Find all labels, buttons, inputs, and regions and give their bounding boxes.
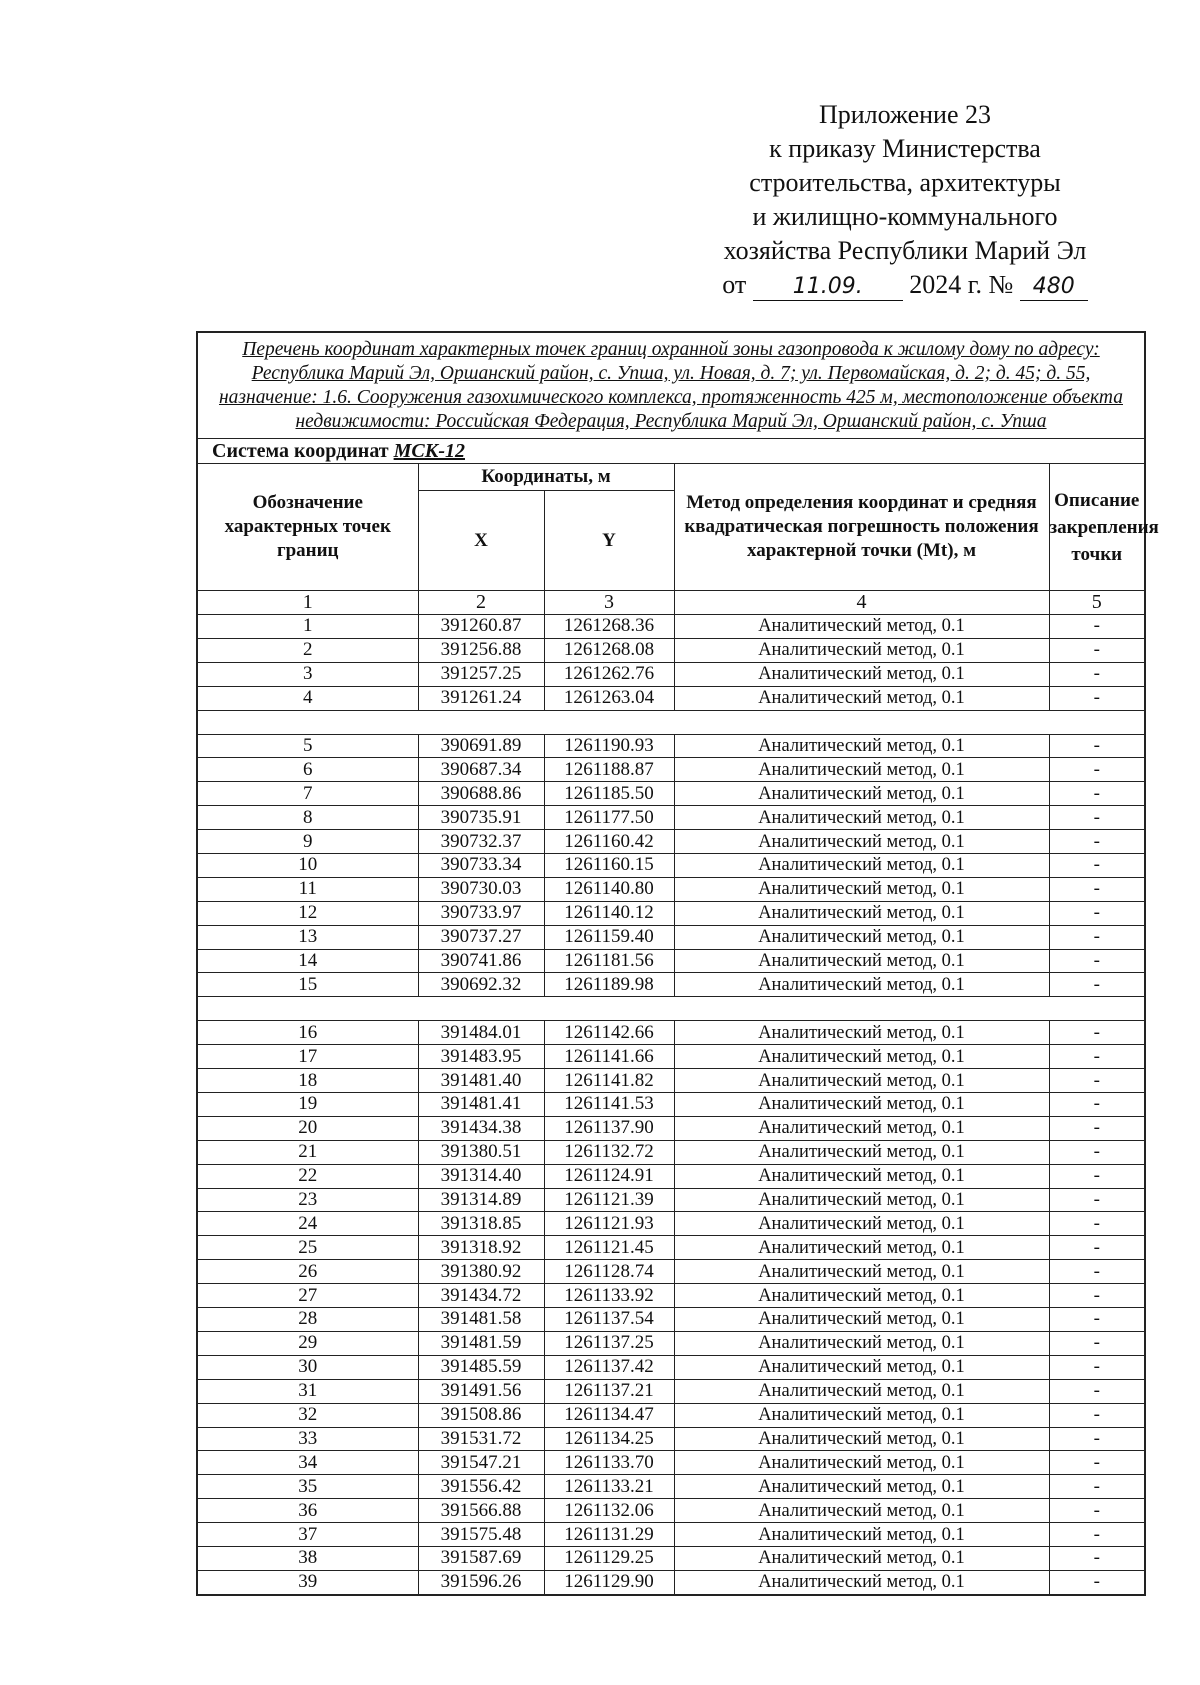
point-number: 20 [197,1116,418,1140]
table-row [197,1093,1145,1117]
method: Аналитический метод, 0.1 [674,949,1049,973]
coord-x: 391483.95 [418,1045,544,1069]
point-number: 37 [197,1523,418,1547]
separator-cell [197,997,1145,1021]
table-row [197,854,1145,878]
description: - [1049,1116,1145,1140]
method: Аналитический метод, 0.1 [674,1403,1049,1427]
coord-x: 390737.27 [418,925,544,949]
table-row [197,1021,1145,1045]
coordinates-table [196,331,1159,1596]
coord-x: 391547.21 [418,1451,544,1475]
description: - [1049,806,1145,830]
column-numbers-row [197,591,1145,615]
point-number: 6 [197,758,418,782]
table-row [197,1284,1145,1308]
table-row [197,1331,1145,1355]
coord-x: 391566.88 [418,1499,544,1523]
coord-y: 1261132.72 [544,1140,674,1164]
coord-y: 1261137.42 [544,1355,674,1379]
point-number: 35 [197,1475,418,1499]
description: - [1049,1212,1145,1236]
coord-y: 1261132.06 [544,1499,674,1523]
method: Аналитический метод, 0.1 [674,1355,1049,1379]
table-row [197,1403,1145,1427]
coord-x: 390733.97 [418,901,544,925]
description: - [1049,1308,1145,1332]
order-number: 480 [1020,274,1088,301]
description: - [1049,1236,1145,1260]
coord-y: 1261140.12 [544,901,674,925]
coord-x: 391556.42 [418,1475,544,1499]
method: Аналитический метод, 0.1 [674,1379,1049,1403]
description: - [1049,1331,1145,1355]
coord-x: 391261.24 [418,686,544,710]
header-description: Описание закрепления точки [1049,464,1145,591]
coord-x: 391256.88 [418,638,544,662]
coord-y: 1261134.25 [544,1427,674,1451]
method: Аналитический метод, 0.1 [674,1188,1049,1212]
point-number: 34 [197,1451,418,1475]
coord-y: 1261177.50 [544,806,674,830]
method: Аналитический метод, 0.1 [674,1475,1049,1499]
point-number: 11 [197,877,418,901]
table-row [197,1523,1145,1547]
method: Аналитический метод, 0.1 [674,830,1049,854]
point-number: 7 [197,782,418,806]
method: Аналитический метод, 0.1 [674,1021,1049,1045]
table-row [197,1379,1145,1403]
description: - [1049,638,1145,662]
header-line-housing: и жилищно-коммунального [752,202,1058,231]
point-number: 1 [197,615,418,639]
header-line-order: к приказу Министерства [769,134,1041,163]
method: Аналитический метод, 0.1 [674,1116,1049,1140]
coord-x: 391260.87 [418,615,544,639]
coord-x: 391257.25 [418,662,544,686]
method: Аналитический метод, 0.1 [674,1499,1049,1523]
point-number: 5 [197,734,418,758]
description: - [1049,1523,1145,1547]
coord-y: 1261141.53 [544,1093,674,1117]
table-row [197,686,1145,710]
coord-y: 1261160.42 [544,830,674,854]
header-line-ministry: строительства, архитектуры [749,168,1061,197]
description: - [1049,782,1145,806]
table-row [197,1045,1145,1069]
table-row [197,1212,1145,1236]
coord-x: 390688.86 [418,782,544,806]
coord-x: 391318.85 [418,1212,544,1236]
coord-y: 1261142.66 [544,1021,674,1045]
description: - [1049,877,1145,901]
method: Аналитический метод, 0.1 [674,925,1049,949]
description: - [1049,1403,1145,1427]
coord-x: 391491.56 [418,1379,544,1403]
coord-x: 391318.92 [418,1236,544,1260]
coord-y: 1261159.40 [544,925,674,949]
point-number: 18 [197,1069,418,1093]
description: - [1049,758,1145,782]
description: - [1049,1021,1145,1045]
coordinate-system-label: Система координат [212,439,389,462]
description: - [1049,615,1145,639]
point-number: 3 [197,662,418,686]
method: Аналитический метод, 0.1 [674,1140,1049,1164]
table-row [197,901,1145,925]
description: - [1049,830,1145,854]
coord-y: 1261121.39 [544,1188,674,1212]
date-value: 11.09. [753,274,903,301]
coord-y: 1261121.93 [544,1212,674,1236]
coord-y: 1261190.93 [544,734,674,758]
point-number: 12 [197,901,418,925]
coord-y: 1261134.47 [544,1403,674,1427]
table-row [197,638,1145,662]
point-number: 15 [197,973,418,997]
coord-y: 1261129.90 [544,1570,674,1594]
description: - [1049,925,1145,949]
separator-cell [197,710,1145,734]
method: Аналитический метод, 0.1 [674,1331,1049,1355]
table-title: Перечень координат характерных точек границ охранной зоны газопровода к жилому дому по адресу: Республика Марий Эл, Оршанский район, с. Упша, ул. Новая, д. 7; ул. Первомайская, д. 2; д. 45; д. 55, назначение: 1.6. Сооружения газохимического комплекса, протяженность 425 м, местоположение объекта недвижимости: Российская Федерация, Республика Марий Эл, Оршанский район, с. Упша [197,332,1145,439]
coord-x: 390733.34 [418,854,544,878]
coord-y: 1261131.29 [544,1523,674,1547]
description: - [1049,1570,1145,1594]
point-number: 38 [197,1546,418,1570]
group-separator [197,710,1145,734]
coord-y: 1261137.25 [544,1331,674,1355]
table-row [197,1069,1145,1093]
description: - [1049,1140,1145,1164]
point-number: 8 [197,806,418,830]
coord-y: 1261137.21 [544,1379,674,1403]
coord-x: 390730.03 [418,877,544,901]
coord-x: 391380.92 [418,1260,544,1284]
description: - [1049,854,1145,878]
table-row [197,806,1145,830]
description: - [1049,662,1145,686]
column-number: 1 [197,591,418,615]
column-number: 3 [544,591,674,615]
method: Аналитический метод, 0.1 [674,638,1049,662]
table-row [197,1140,1145,1164]
header-point: Обозначение характерных точек границ [197,464,418,591]
coord-y: 1261268.08 [544,638,674,662]
coord-y: 1261262.76 [544,662,674,686]
coord-x: 391481.59 [418,1331,544,1355]
point-number: 32 [197,1403,418,1427]
coord-y: 1261160.15 [544,854,674,878]
header-line-appendix: Приложение 23 [818,100,992,129]
coord-x: 390691.89 [418,734,544,758]
point-number: 9 [197,830,418,854]
table-row [197,925,1145,949]
method: Аналитический метод, 0.1 [674,1069,1049,1093]
coord-x: 391596.26 [418,1570,544,1594]
coord-x: 391485.59 [418,1355,544,1379]
year-text: 2024 г. № [909,270,1014,299]
coord-y: 1261181.56 [544,949,674,973]
table-row [197,1236,1145,1260]
point-number: 36 [197,1499,418,1523]
coord-x: 391587.69 [418,1546,544,1570]
coord-y: 1261133.21 [544,1475,674,1499]
point-number: 28 [197,1308,418,1332]
description: - [1049,1045,1145,1069]
method: Аналитический метод, 0.1 [674,615,1049,639]
point-number: 31 [197,1379,418,1403]
header-y: Y [544,491,674,591]
coord-y: 1261128.74 [544,1260,674,1284]
table-row [197,1188,1145,1212]
description: - [1049,1069,1145,1093]
coord-x: 391508.86 [418,1403,544,1427]
coord-x: 391380.51 [418,1140,544,1164]
description: - [1049,1475,1145,1499]
point-number: 30 [197,1355,418,1379]
method: Аналитический метод, 0.1 [674,854,1049,878]
coord-x: 390732.37 [418,830,544,854]
point-number: 10 [197,854,418,878]
column-number: 2 [418,591,544,615]
description: - [1049,1427,1145,1451]
column-number: 4 [674,591,1049,615]
point-number: 29 [197,1331,418,1355]
point-number: 22 [197,1164,418,1188]
table-row [197,1427,1145,1451]
document-header [680,98,1130,302]
method: Аналитический метод, 0.1 [674,1523,1049,1547]
method: Аналитический метод, 0.1 [674,1045,1049,1069]
description: - [1049,949,1145,973]
group-separator [197,997,1145,1021]
table-row [197,877,1145,901]
date-prefix: от [722,270,747,299]
table-row [197,1546,1145,1570]
description: - [1049,1260,1145,1284]
coord-x: 391434.38 [418,1116,544,1140]
coord-y: 1261133.70 [544,1451,674,1475]
method: Аналитический метод, 0.1 [674,1212,1049,1236]
point-number: 19 [197,1093,418,1117]
method: Аналитический метод, 0.1 [674,734,1049,758]
coord-x: 391484.01 [418,1021,544,1045]
table-row [197,830,1145,854]
method: Аналитический метод, 0.1 [674,662,1049,686]
method: Аналитический метод, 0.1 [674,1308,1049,1332]
coord-y: 1261124.91 [544,1164,674,1188]
header-x: X [418,491,544,591]
method: Аналитический метод, 0.1 [674,806,1049,830]
description: - [1049,901,1145,925]
coord-x: 390687.34 [418,758,544,782]
method: Аналитический метод, 0.1 [674,1093,1049,1117]
method: Аналитический метод, 0.1 [674,1570,1049,1594]
coord-y: 1261268.36 [544,615,674,639]
table-row [197,1475,1145,1499]
point-number: 17 [197,1045,418,1069]
method: Аналитический метод, 0.1 [674,1427,1049,1451]
description: - [1049,686,1145,710]
description: - [1049,1451,1145,1475]
coord-y: 1261141.82 [544,1069,674,1093]
table-row [197,949,1145,973]
method: Аналитический метод, 0.1 [674,1451,1049,1475]
description: - [1049,1188,1145,1212]
point-number: 16 [197,1021,418,1045]
table-row [197,734,1145,758]
method: Аналитический метод, 0.1 [674,973,1049,997]
coord-y: 1261188.87 [544,758,674,782]
header-coords: Координаты, м [418,464,674,491]
description: - [1049,1164,1145,1188]
point-number: 4 [197,686,418,710]
coord-y: 1261263.04 [544,686,674,710]
coord-y: 1261185.50 [544,782,674,806]
header-date-line [680,268,1130,302]
description: - [1049,1284,1145,1308]
description: - [1049,1379,1145,1403]
coordinate-system-value: МСК-12 [393,439,465,462]
description: - [1049,1355,1145,1379]
point-number: 14 [197,949,418,973]
coord-x: 391531.72 [418,1427,544,1451]
point-number: 24 [197,1212,418,1236]
method: Аналитический метод, 0.1 [674,1260,1049,1284]
coord-x: 390692.32 [418,973,544,997]
coord-y: 1261140.80 [544,877,674,901]
point-number: 25 [197,1236,418,1260]
method: Аналитический метод, 0.1 [674,758,1049,782]
coord-x: 391314.89 [418,1188,544,1212]
point-number: 26 [197,1260,418,1284]
description: - [1049,1093,1145,1117]
point-number: 21 [197,1140,418,1164]
coord-x: 391481.41 [418,1093,544,1117]
method: Аналитический метод, 0.1 [674,686,1049,710]
coord-y: 1261137.90 [544,1116,674,1140]
coord-y: 1261137.54 [544,1308,674,1332]
table-row [197,973,1145,997]
coord-x: 390735.91 [418,806,544,830]
table-row [197,1164,1145,1188]
point-number: 27 [197,1284,418,1308]
coord-x: 391481.40 [418,1069,544,1093]
coord-y: 1261121.45 [544,1236,674,1260]
point-number: 23 [197,1188,418,1212]
coordinate-system [197,439,1145,464]
coord-y: 1261141.66 [544,1045,674,1069]
description: - [1049,1499,1145,1523]
table-row [197,758,1145,782]
table-row [197,1116,1145,1140]
coord-x: 391314.40 [418,1164,544,1188]
coord-y: 1261189.98 [544,973,674,997]
table-row [197,1570,1145,1594]
coord-x: 390741.86 [418,949,544,973]
table-row [197,1499,1145,1523]
method: Аналитический метод, 0.1 [674,877,1049,901]
table-row [197,1451,1145,1475]
description: - [1049,973,1145,997]
method: Аналитический метод, 0.1 [674,1284,1049,1308]
point-number: 2 [197,638,418,662]
table-row [197,1355,1145,1379]
coord-x: 391434.72 [418,1284,544,1308]
point-number: 39 [197,1570,418,1594]
table-row [197,615,1145,639]
header-line-republic: хозяйства Республики Марий Эл [723,236,1087,265]
coord-x: 391481.58 [418,1308,544,1332]
method: Аналитический метод, 0.1 [674,782,1049,806]
table-row [197,662,1145,686]
header-method: Метод определения координат и средняя квадратическая погрешность положения характерной точки (Mt), м [674,464,1049,591]
coord-x: 391575.48 [418,1523,544,1547]
column-number: 5 [1049,591,1145,615]
table-row [197,782,1145,806]
table-row [197,1260,1145,1284]
description: - [1049,1546,1145,1570]
coord-y: 1261129.25 [544,1546,674,1570]
table-row [197,1308,1145,1332]
coord-y: 1261133.92 [544,1284,674,1308]
description: - [1049,734,1145,758]
method: Аналитический метод, 0.1 [674,1164,1049,1188]
method: Аналитический метод, 0.1 [674,901,1049,925]
point-number: 33 [197,1427,418,1451]
point-number: 13 [197,925,418,949]
method: Аналитический метод, 0.1 [674,1546,1049,1570]
method: Аналитический метод, 0.1 [674,1236,1049,1260]
